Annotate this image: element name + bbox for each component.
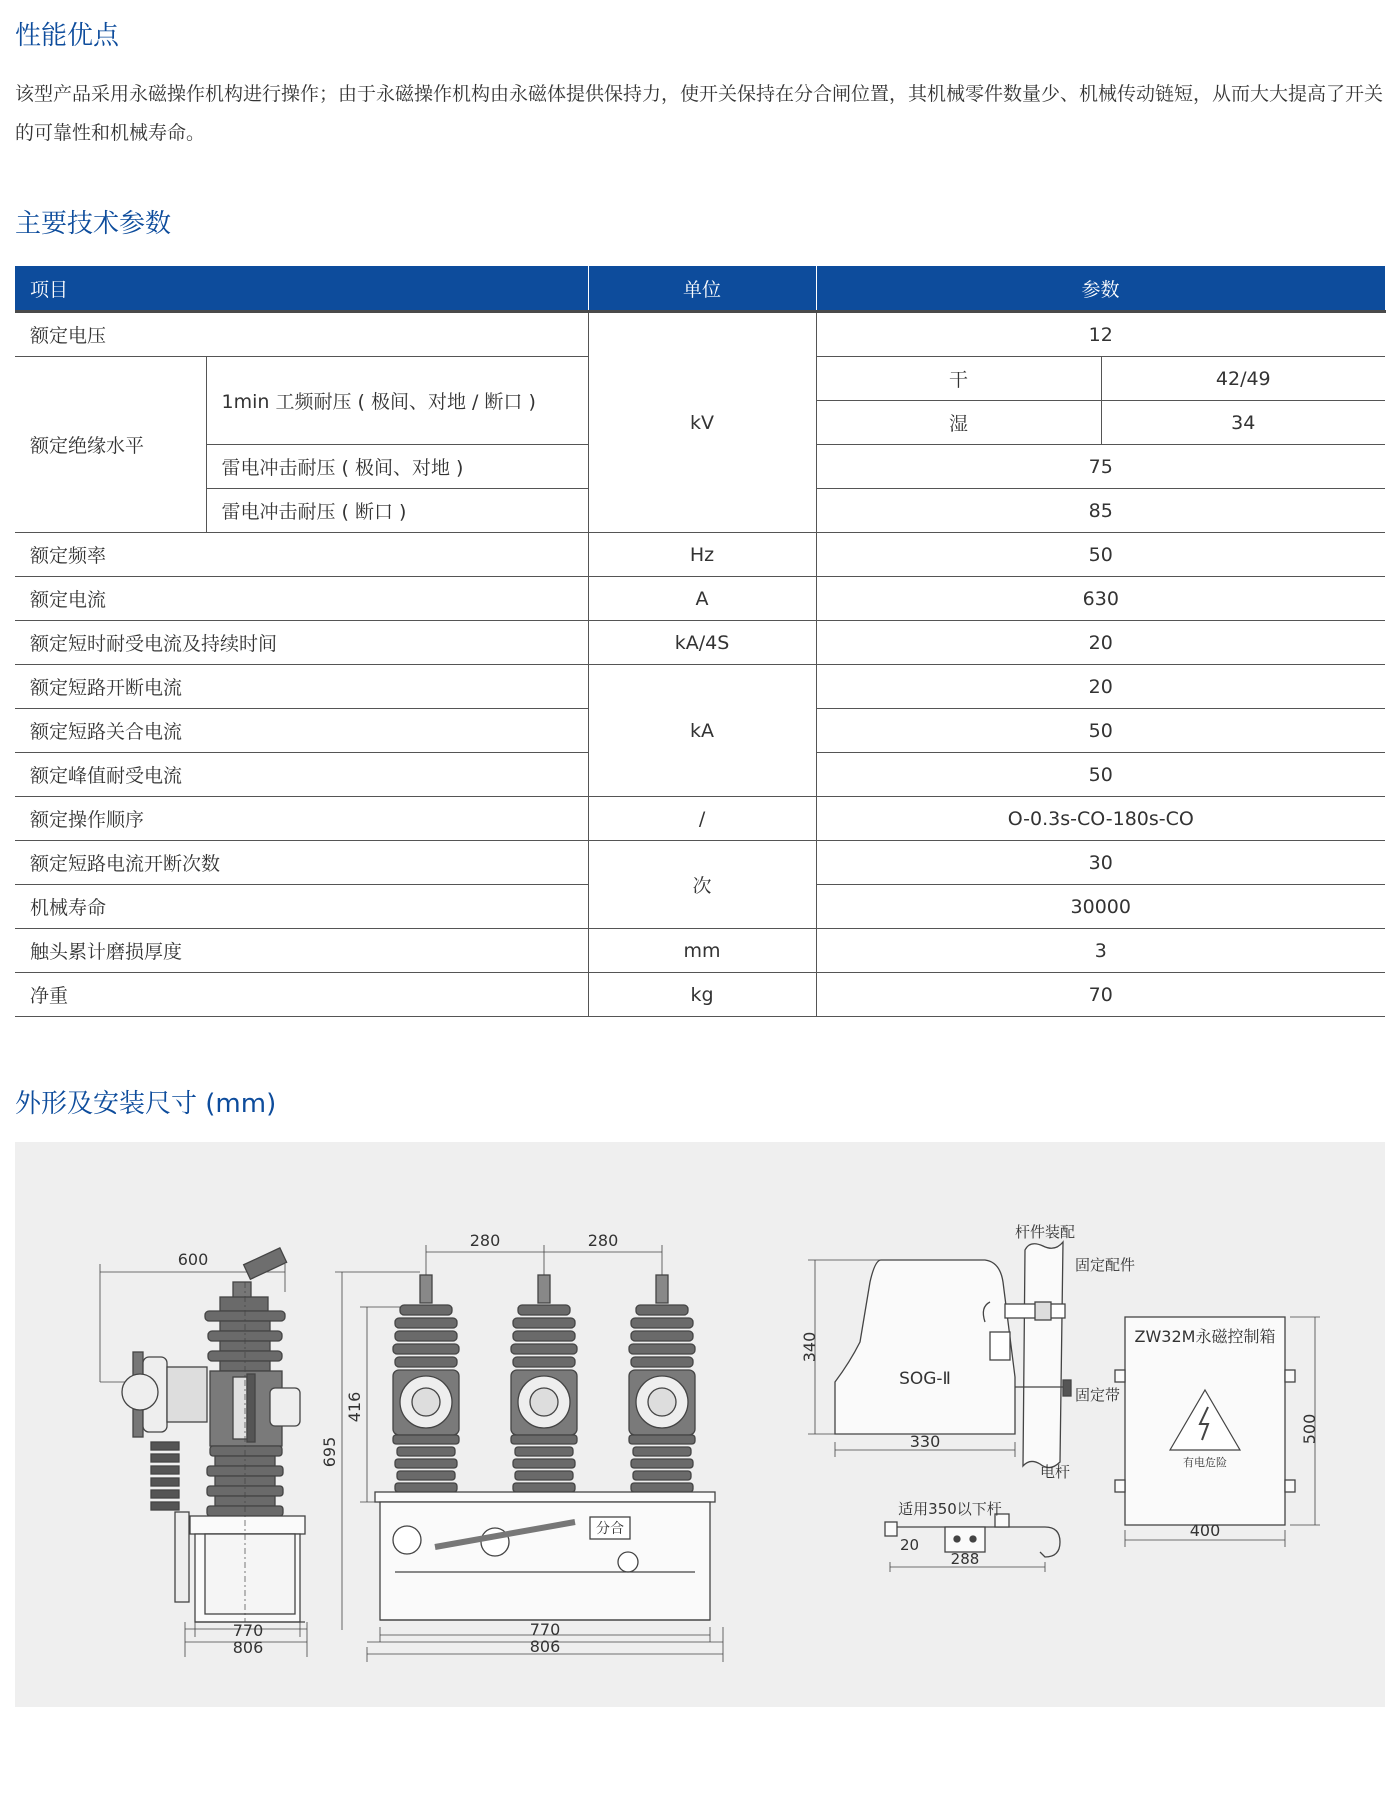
- front-dim-280-right: 280: [587, 1231, 619, 1250]
- dimension-drawing-panel: [15, 1142, 1385, 1707]
- unit-cell: A: [588, 577, 816, 621]
- value-cell: 30000: [816, 885, 1385, 929]
- row-label: 额定电压: [15, 312, 588, 357]
- header-unit: 单位: [588, 266, 816, 312]
- spec-table: [15, 266, 1386, 1017]
- front-dim-280-left: 280: [469, 1231, 501, 1250]
- table-row: [15, 621, 1385, 665]
- bracket-dim-288: 288: [950, 1550, 980, 1568]
- control-box-dim-400: 400: [1189, 1521, 1221, 1540]
- pole-fix-strap-label: 固定带: [1075, 1386, 1121, 1404]
- value-cell: 75: [816, 445, 1385, 489]
- table-header-row: [15, 266, 1385, 312]
- unit-cell: mm: [588, 929, 816, 973]
- unit-cell: kA/4S: [588, 621, 816, 665]
- unit-cell: 次: [588, 841, 816, 929]
- sub-label: 雷电冲击耐压 ( 极间、对地 ): [206, 445, 588, 489]
- box-name: SOG-Ⅱ: [899, 1369, 951, 1389]
- row-label: 触头累计磨损厚度: [15, 929, 588, 973]
- value-cell: 50: [816, 753, 1385, 797]
- front-view-drawing: [335, 1245, 723, 1662]
- pole-top-label: 杆件装配: [1014, 1223, 1076, 1241]
- unit-cell: /: [588, 797, 816, 841]
- value-cell: 30: [816, 841, 1385, 885]
- sub-label: 雷电冲击耐压 ( 断口 ): [206, 489, 588, 533]
- row-label: 额定频率: [15, 533, 588, 577]
- front-dim-416: 416: [345, 1391, 364, 1423]
- front-plate-label: 分合: [596, 1521, 624, 1537]
- header-param: 参数: [816, 266, 1385, 312]
- box-dim-330: 330: [909, 1432, 941, 1451]
- section-title-dimensions: 外形及安装尺寸 (mm): [15, 1089, 277, 1119]
- dimension-drawing: [15, 1142, 1385, 1707]
- bracket-dim-20: 20: [900, 1536, 920, 1554]
- row-label: 净重: [15, 973, 588, 1017]
- value-cell: 85: [816, 489, 1385, 533]
- row-label: 额定操作顺序: [15, 797, 588, 841]
- front-dim-806: 806: [529, 1637, 561, 1656]
- side-dim-600: 600: [177, 1250, 209, 1269]
- unit-cell: Hz: [588, 533, 816, 577]
- section-title-advantages: 性能优点: [15, 21, 120, 51]
- value-cell: 42/49: [1101, 357, 1385, 401]
- control-box-name: ZW32M永磁控制箱: [1134, 1327, 1276, 1346]
- row-label: 额定短路开断电流: [15, 665, 588, 709]
- value-cell: 630: [816, 577, 1385, 621]
- box-dim-340: 340: [800, 1331, 819, 1363]
- front-dim-770: 770: [529, 1620, 561, 1639]
- bracket-title: 适用350以下杆: [898, 1500, 1002, 1518]
- row-label: 额定电流: [15, 577, 588, 621]
- side-dim-770: 770: [232, 1621, 264, 1640]
- condition-cell: 干: [816, 357, 1101, 401]
- row-label: 额定绝缘水平: [15, 357, 206, 533]
- value-cell: 50: [816, 533, 1385, 577]
- row-label: 额定短路电流开断次数: [15, 841, 588, 885]
- unit-cell: kV: [588, 312, 816, 533]
- sub-label: 1min 工频耐压 ( 极间、对地 / 断口 ): [206, 357, 588, 445]
- unit-cell: kA: [588, 665, 816, 797]
- control-box-warning: 有电危险: [1183, 1456, 1227, 1469]
- table-row: [15, 797, 1385, 841]
- row-label: 额定短时耐受电流及持续时间: [15, 621, 588, 665]
- control-box-dim-500: 500: [1300, 1413, 1319, 1445]
- table-row: [15, 665, 1385, 709]
- value-cell: 3: [816, 929, 1385, 973]
- pole-fix-fitting-label: 固定配件: [1075, 1256, 1136, 1274]
- advantages-text: 该型产品采用永磁操作机构进行操作；由于永磁操作机构由永磁体提供保持力，使开关保持在分合闸位置，其机械零件数量少、机械传动链短，从而大大提高了开关的可靠性和机械寿命。: [15, 83, 1384, 144]
- row-label: 机械寿命: [15, 885, 588, 929]
- value-cell: 20: [816, 665, 1385, 709]
- control-box-drawing: [1115, 1317, 1320, 1547]
- side-view-drawing: [100, 1248, 307, 1657]
- value-cell: 70: [816, 973, 1385, 1017]
- value-cell: 12: [816, 312, 1385, 357]
- pole-label: 电杆: [1039, 1463, 1071, 1481]
- value-cell: 34: [1101, 401, 1385, 445]
- value-cell: O-0.3s-CO-180s-CO: [816, 797, 1385, 841]
- row-label: 额定短路关合电流: [15, 709, 588, 753]
- table-row: [15, 973, 1385, 1017]
- table-row: [15, 929, 1385, 973]
- side-dim-806: 806: [232, 1638, 264, 1657]
- value-cell: 50: [816, 709, 1385, 753]
- condition-cell: 湿: [816, 401, 1101, 445]
- value-cell: 20: [816, 621, 1385, 665]
- unit-cell: kg: [588, 973, 816, 1017]
- table-row: [15, 577, 1385, 621]
- table-row: [15, 312, 1385, 357]
- table-row: [15, 841, 1385, 885]
- table-row: [15, 533, 1385, 577]
- front-dim-695: 695: [320, 1436, 339, 1468]
- section-title-parameters: 主要技术参数: [15, 209, 172, 239]
- row-label: 额定峰值耐受电流: [15, 753, 588, 797]
- header-item: 项目: [15, 266, 588, 312]
